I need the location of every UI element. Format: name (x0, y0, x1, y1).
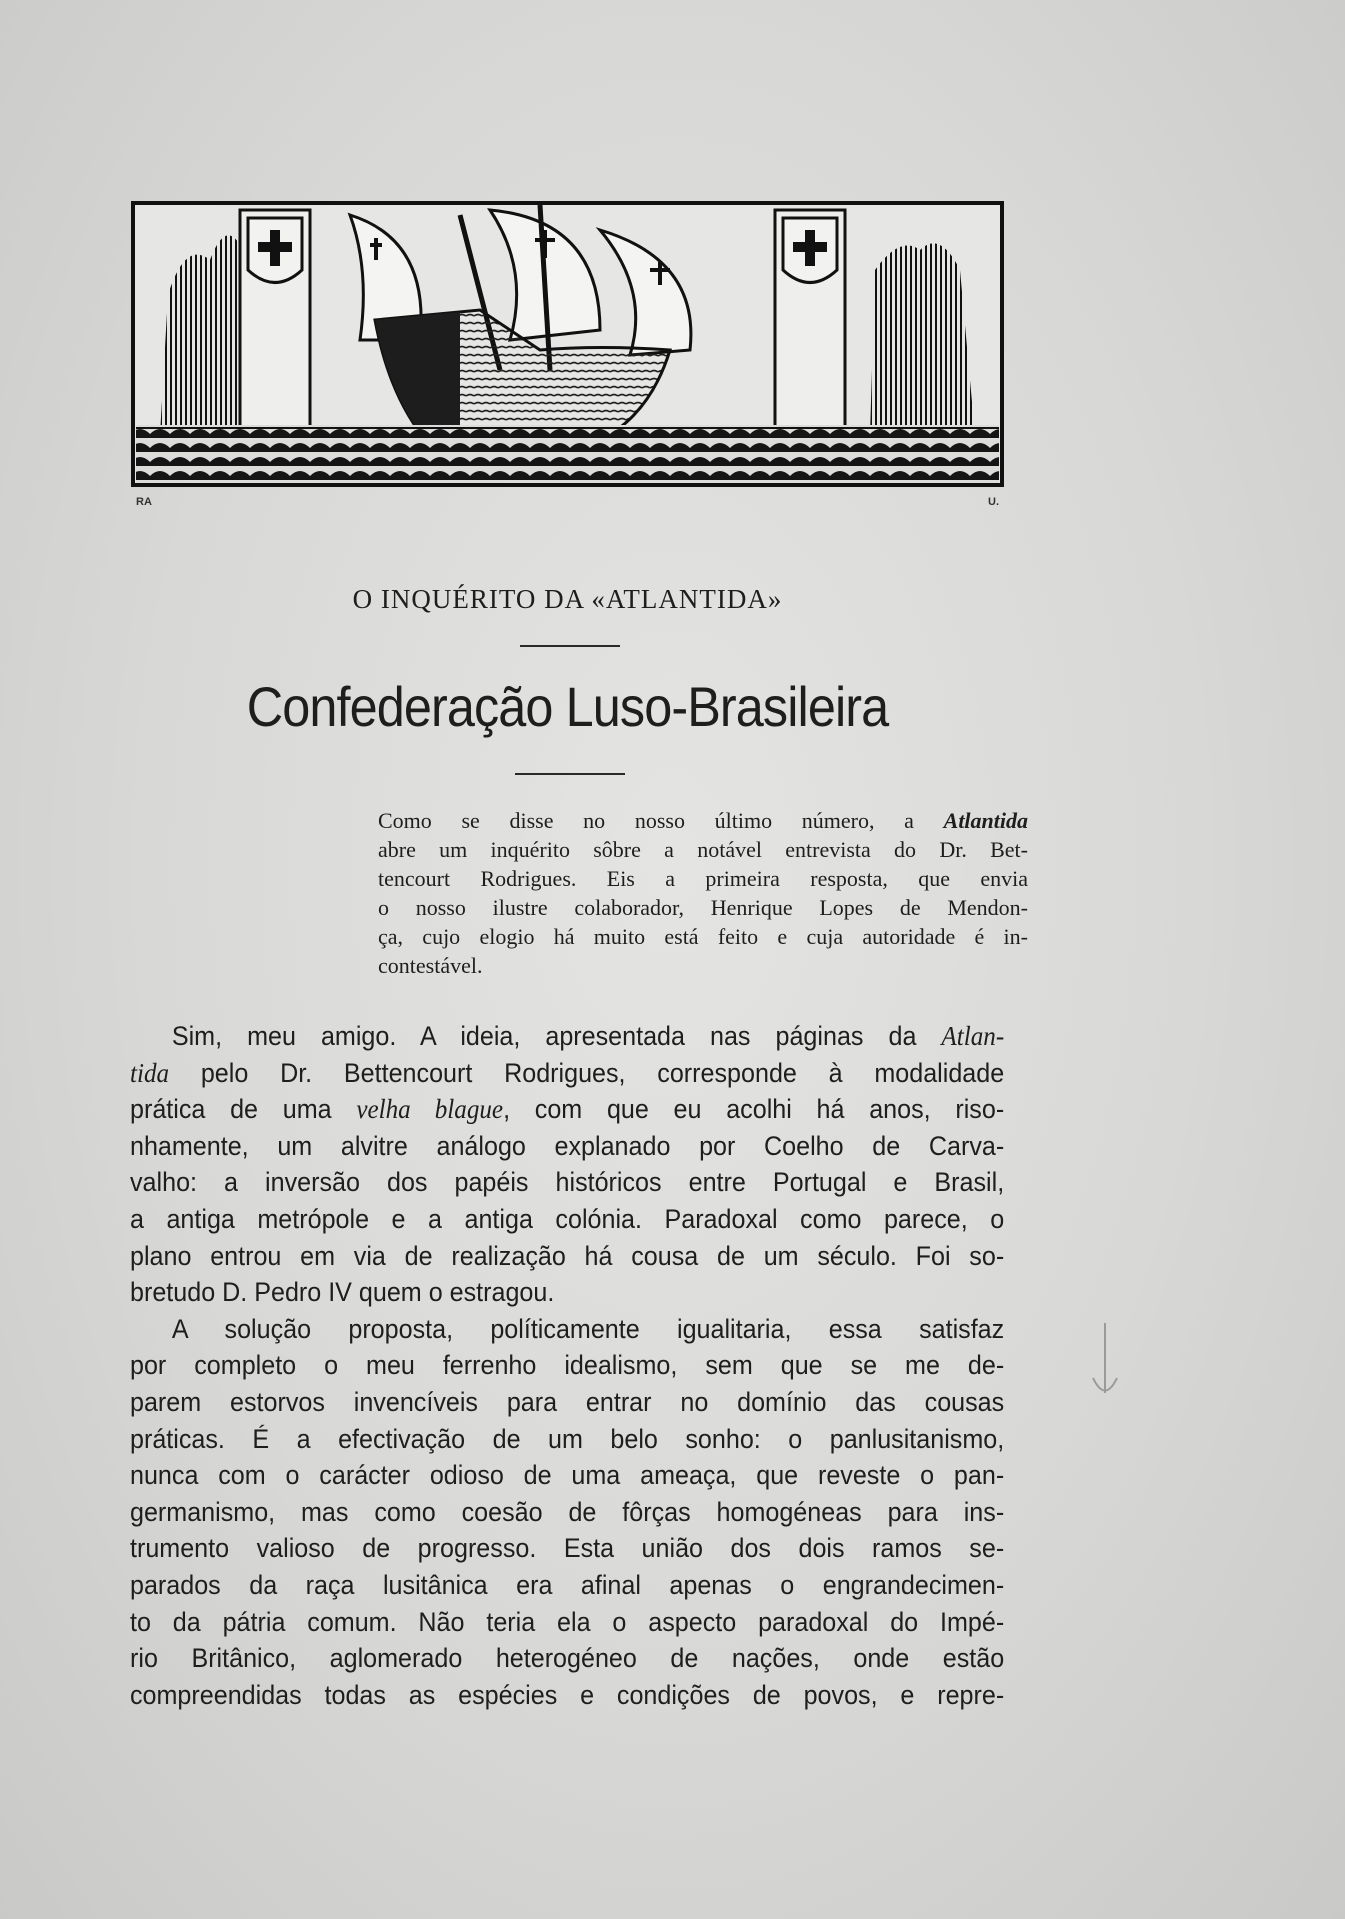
divider-rule (515, 773, 625, 775)
intro-line: o nosso ilustre colaborador, Henrique Lopes de Mendon- (378, 895, 1028, 920)
body-line (130, 1091, 1004, 1128)
body-line: bretudo D. Pedro IV quem o estragou. (130, 1277, 555, 1308)
intro-text: Como se disse no nosso último número, a (378, 808, 944, 833)
editorial-intro (378, 806, 1028, 980)
body-line: por completo o meu ferrenho idealismo, sem que se me de- (130, 1350, 1005, 1381)
body-text: , com que eu acolhi há anos, riso- (503, 1094, 1005, 1125)
body-line: rio Britânico, aglomerado heterogéneo de nações, onde estão (130, 1643, 1005, 1674)
body-line (130, 1055, 1004, 1092)
body-line: to da pátria comum. Não teria ela o aspecto paradoxal do Impé- (130, 1606, 1005, 1637)
illustrator-signature-left: RA (136, 496, 152, 508)
body-italic: velha blague (356, 1094, 504, 1125)
intro-line: tencourt Rodrigues. Eis a primeira resposta, que envia (378, 866, 1028, 891)
body-line: valho: a inversão dos papéis históricos entre Portugal e Brasil, (130, 1167, 1005, 1198)
article-headline: Confederação Luso-Brasileira (246, 675, 889, 738)
pencil-margin-mark (1085, 1318, 1125, 1408)
divider-rule (520, 645, 620, 647)
intro-line: abre um inquérito sôbre a notável entrevista do Dr. Bet- (378, 837, 1028, 862)
caravel-banner-illustration (130, 200, 1005, 500)
intro-line: ça, cujo elogio há muito está feito e cuja autoridade é in- (378, 924, 1028, 949)
body-italic: Atlan- (941, 1021, 1005, 1051)
intro-italic-title: Atlantida (943, 808, 1028, 833)
body-line: nunca com o carácter odioso de uma ameaça, que reveste o pan- (130, 1460, 1005, 1491)
body-line: trumento valioso de progresso. Esta união dos dois ramos se- (130, 1533, 1005, 1564)
body-text: pelo Dr. Bettencourt Rodrigues, corresponde à modalidade (200, 1057, 1005, 1088)
body-line: plano entrou em via de realização há cousa de um século. Foi so- (130, 1240, 1005, 1271)
body-text: prática de uma (130, 1094, 357, 1125)
body-line: nhamente, um alvitre análogo explanado por Coelho de Carva- (130, 1130, 1005, 1161)
body-line: parem estorvos invencíveis para entrar no domínio das cousas (130, 1386, 1005, 1417)
body-text: Sim, meu amigo. A ideia, apresentada nas páginas da (171, 1021, 942, 1051)
illustrator-signature-right: U. (988, 496, 999, 508)
intro-line: contestável. (378, 953, 483, 978)
body-line: compreendidas todas as espécies e condições de povos, e repre- (130, 1679, 1005, 1710)
body-line (130, 1018, 1004, 1055)
section-kicker: O INQUÉRITO DA «ATLANTIDA» (352, 584, 783, 614)
body-line: parados da raça lusitânica era afinal apenas o engrandecimen- (130, 1569, 1005, 1600)
article-body (130, 1018, 1005, 1713)
body-line: práticas. É a efectivação de um belo sonho: o panlusitanismo, (130, 1423, 1005, 1454)
body-line: A solução proposta, políticamente igualitaria, essa satisfaz (171, 1313, 1005, 1344)
intro-line (378, 806, 1028, 835)
body-line: a antiga metrópole e a antiga colónia. Paradoxal como parece, o (130, 1203, 1005, 1234)
body-italic: tida (130, 1057, 170, 1088)
body-line: germanismo, mas como coesão de fôrças homogéneas para ins- (130, 1496, 1005, 1527)
